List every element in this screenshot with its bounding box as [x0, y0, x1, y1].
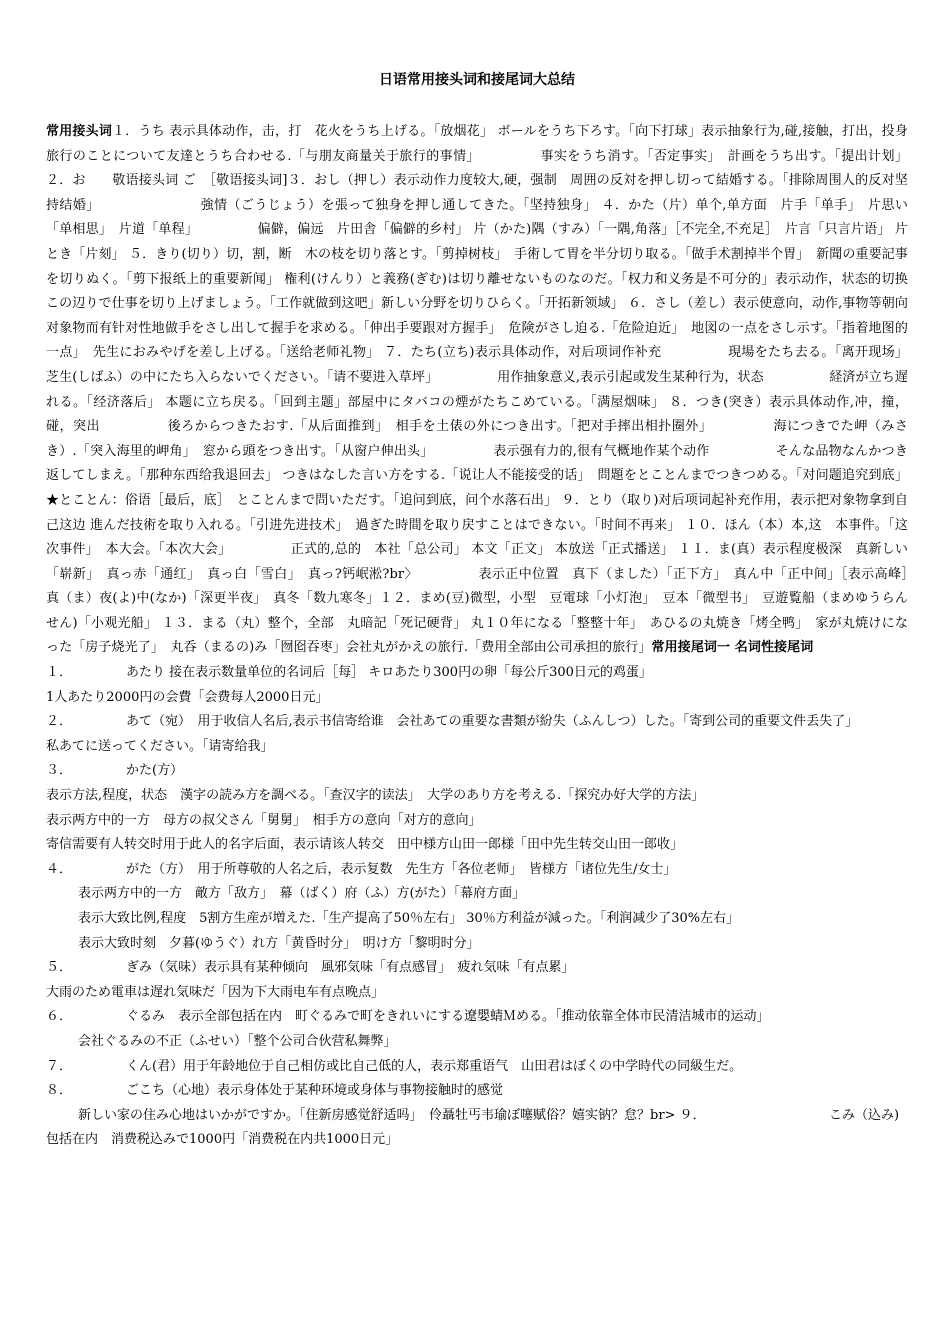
- section-prefixes: [46, 120, 922, 661]
- suffix-line: [46, 882, 908, 907]
- suffix-text: ぐるみ 表示全部包括在内 町ぐるみで町をきれいにする遼嬰蜻Ｍめる。「推动依靠全体市民清洁城市的运动」: [126, 1009, 770, 1025]
- suffix-list: [46, 661, 908, 1153]
- suffix-number: ２．: [46, 714, 73, 730]
- suffix-line: [46, 907, 908, 932]
- suffix-line: [46, 661, 908, 686]
- suffix-number: ３．: [46, 763, 73, 779]
- suffix-line: [46, 932, 908, 957]
- suffix-text: 私あてに送ってください。「请寄给我」: [46, 738, 274, 754]
- suffix-line: [46, 1104, 908, 1129]
- suffix-line: [46, 1005, 908, 1030]
- suffix-line: [46, 1128, 908, 1153]
- suffix-text: 表示两方中的一方 敵方「敌方」 幕（ばく）府（ふ）方(がた）「幕府方面」: [78, 886, 526, 902]
- suffix-number: ５．: [46, 960, 73, 976]
- suffix-line: [46, 1079, 908, 1104]
- suffix-text: かた(方）: [126, 763, 184, 779]
- suffix-number: ４．: [46, 861, 73, 877]
- suffix-text: 寄信需要有人转交时用于此人的名字后面，表示请该人转交 田中様方山田一郎様「田中先生转交山田一郎收」: [46, 837, 684, 853]
- suffix-text: がた（方） 用于所尊敬的人名之后，表示复数 先生方「各位老师」 皆様方「诸位先生/女士」: [126, 861, 677, 877]
- suffix-text: あて（宛） 用于收信人名后,表示书信寄给谁 会社あての重要な書類が紛失（ふんしつ）した。「寄到公司的重要文件丢失了」: [126, 714, 859, 730]
- suffix-number: ７．: [46, 1058, 73, 1074]
- section-heading-suffixes: 常用接尾词一 名词性接尾词: [651, 640, 814, 656]
- suffix-text: 表示方法,程度，状态 漢字の読み方を調べる。「查汉字的读法」 大学のあり方を考える.「探究办好大学的方法」: [46, 788, 705, 804]
- suffix-text: くん(君）用于年龄地位于自己相仿或比自己低的人，表示郑重语气 山田君はぼくの中学時代の同級生だ。: [126, 1058, 743, 1074]
- suffix-line: [46, 833, 908, 858]
- suffix-text: 1人あたり2000円の会費「会费每人2000日元」: [46, 689, 329, 705]
- section-heading-prefixes: 常用接头词: [46, 124, 113, 139]
- suffix-text: 表示大致比例,程度 5割方生産が増えた.「生产提高了50％左右」 30％方利益が減った。「利润减少了30%左右」: [78, 911, 740, 926]
- document-title: 日语常用接头词和接尾词大总结: [379, 72, 575, 88]
- suffix-text: 大雨のため電車は遅れ気味だ「因为下大雨电车有点晚点」: [46, 984, 385, 1000]
- suffix-line: [46, 784, 908, 809]
- suffix-line: [46, 1030, 908, 1055]
- suffix-line: [46, 1055, 908, 1080]
- suffix-text: 表示大致时刻 夕暮(ゆうぐ）れ方「黄昏时分」 明け方「黎明时分」: [78, 935, 480, 951]
- suffix-number: ６．: [46, 1009, 73, 1025]
- suffix-number: １．: [46, 665, 73, 681]
- prefixes-body: １．うち 表示具体动作，击，打 花火をうち上げる。「放烟花」 ボールをうち下ろす。「向下打球」表示抽象行为,碰,接触，打出，投身 旅行のことについて友達とうち合わせる.「与朋友商量关于旅行的事情」 事实をうち消す。「否定事实」 計画をうち出す。「提出计划」 ２．お 敬语接头词 ご ［敬语接头词]３．おし（押し）表示动作力度较大,硬，强制 周囲の反対を押し切って結婚する。「排除周围人的反对坚持结婚」 強情（ごうじょう）を張って独身を押し通してきた。「坚持独身」 ４．かた（片）单个,单方面 片手「单手」 片思い「单相思」 片道「单程」 偏僻，偏远 片田舎「偏僻的乡村」 片（かた)隅（すみ）「一隅,角落」［不完全,不充足］ 片言「只言片语」 片とき「片刻」 ５．きり(切り）切，割，断 木の枝を切り落とす。「剪掉树枝」 手術して胃を半分切り取る。「做手术割掉半个胃」 新聞の重要記事を切りぬく。「剪下报纸上的重要新闻」 権利(けんり）と義務(ぎむ)は切り離せないものなのだ。「权力和义务是不可分的」表示动作，状态的切换 この辺りで仕事を切り上げましょう。「工作就做到这吧」新しい分野を切りひらく。「开拓新领域」 ６．さし（差し）表示使意向，动作,事物等朝向对象物而有针对性地做手をさし出して握手を求める。「伸出手要跟对方握手」 危険がさし迫る.「危险迫近」 地図の一点をさし示す。「指着地图的一点」 先生におみやげを差し上げる。「送给老师礼物」 ７．たち(立ち)表示具体动作，对后项词作补充 現場をたち去る。「离开现场」 芝生(しばふ）の中にたち入らないでください。「请不要进入草坪」 用作抽象意义,表示引起或发生某种行为，状态 経済が立ち遅れる。「经济落后」 本题に立ち戻る。「回到主题」部屋中にタバコの煙がたちこめている。「满屋烟味」 ８．つき(突き）表示具体动作,冲，撞，碰，突出 後ろからつきたおす.「从后面推到」 相手を土俵の外につき出す。「把对手摔出相扑圈外」 海につきでた岬（みさき）.「突入海里的岬角」 窓から頭をつき出す。「从窗户伸出头」 表示强有力的,很有气概地作某个动作 そんな品物なんかつき返してしまえ。「那种东西给我退回去」 つきはなした言い方をする.「说让人不能接受的话」 問題をとことんまでつきつめる。「对问题追究到底」★とことん：俗语［最后，底］ とことんまで問いただす。「追问到底，问个水落石出」 ９．とり（取り)对后项词起补充作用，表示把对象物拿到自己这边 進んだ技術を取り入れる。「引进先进技术」 過ぎた時間を取り戻すことはできない。「时间不再来」 １０．ほん（本）本,这 本事件。「这次事件」 本大会。「本次大会」 正式的,总的 本社「总公司」 本文「正文」 本放送「正式播送」 １１．ま(真）表示程度极深 真新しい「崭新」 真っ赤「通红」 真っ白「雪白」 真っ?钙岷淞?br〉 表示正中位置 真下（ました）「正下方」 真ん中「正中间」［表示高峰］ 真（ま）夜(よ)中(なか)「深更半夜」 真冬「数九寒冬」１２．まめ(豆)微型，小型 豆電球「小灯泡」 豆本「微型书」 豆遊覧船（まめゆうらんせん)「小观光船」 １３．まる（丸）整个，全部 丸暗記「死记硬背」 丸１０年になる「整整十年」 あひるの丸焼き「烤全鸭」 家が丸焼けになった「房子烧光了」 丸呑（まるの)み「囫囵吞枣」会社丸がかえの旅行.「费用全部由公司承担的旅行」: [46, 124, 922, 656]
- suffix-text: ごこち（心地）表示身体处于某种环境或身体与事物接触时的感觉: [126, 1083, 504, 1099]
- suffix-line: [46, 809, 908, 834]
- suffix-text: あたり 接在表示数量单位的名词后［每］ キロあたり300円の卵「每公斤300日元的鸡蛋」: [126, 665, 652, 681]
- suffix-text: 表示两方中的一方 母方の叔父さん「舅舅」 相手方の意向「对方的意向」: [46, 812, 482, 828]
- document-page: [46, 70, 922, 1153]
- suffix-text: 新しい家の住み心地はいかがですか。「住新房感觉舒适吗」 伶聶牡丐韦瑜ぼ噻赋俗？嬉实钠？怠？br> ９． こみ（込み): [78, 1107, 900, 1123]
- suffix-line: [46, 686, 908, 711]
- suffix-text: 会社ぐるみの不正（ふせい）「整个公司合伙营私舞弊」: [78, 1033, 397, 1049]
- suffix-line: [46, 735, 908, 760]
- suffix-number: ８．: [46, 1083, 73, 1099]
- suffix-line: [46, 858, 908, 883]
- suffix-line: [46, 956, 908, 981]
- suffix-line: [46, 710, 908, 735]
- suffix-line: [46, 981, 908, 1006]
- suffix-line: [46, 759, 908, 784]
- suffix-text: ぎみ（気味）表示具有某种倾向 風邪気味「有点感冒」 疲れ気味「有点累」: [126, 960, 575, 976]
- suffix-text: 包括在内 消费税込みで1000円「消费税在内共1000日元」: [46, 1132, 399, 1148]
